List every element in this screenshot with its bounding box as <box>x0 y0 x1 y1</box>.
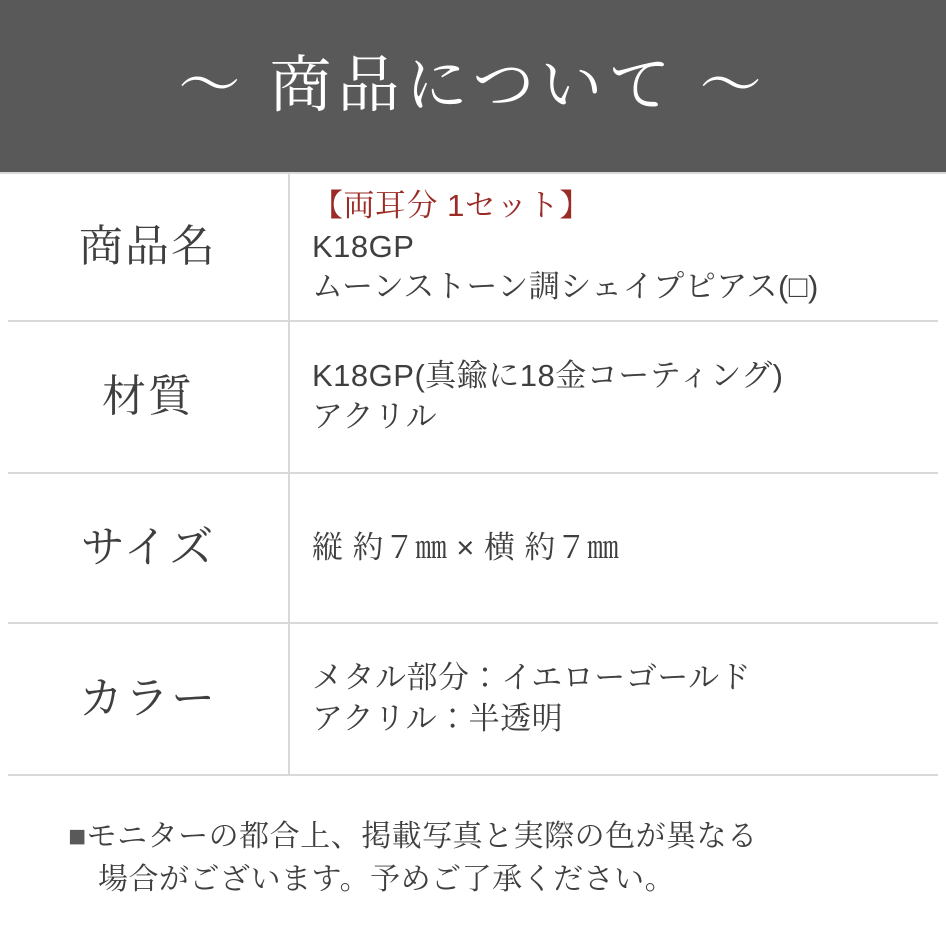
row-value-cell <box>290 624 938 774</box>
row-label-text: 材質 <box>102 371 194 421</box>
bullet-marker: ■ <box>68 819 87 853</box>
page-header-banner <box>0 0 946 172</box>
table-row <box>8 624 938 776</box>
row-label-text: 商品名 <box>79 221 217 271</box>
table-row <box>8 474 938 624</box>
value-line: アクリル <box>312 399 438 434</box>
disclaimer-line-1 <box>68 815 758 859</box>
value-line: アクリル：半透明 <box>312 701 564 736</box>
table-row <box>8 174 938 322</box>
row-label-cell <box>8 474 290 622</box>
value-line: 縦 約７㎜ × 横 約７㎜ <box>312 529 620 565</box>
row-label-cell <box>8 174 290 320</box>
disclaimer-note <box>8 776 938 946</box>
disclaimer-line-1-text: モニターの都合上、掲載写真と実際の色が異なる <box>86 819 758 853</box>
row-label-cell <box>8 624 290 774</box>
value-line: K18GP(真鍮に18金コーティング) <box>312 358 784 394</box>
value-line: 【両耳分 1セット】 <box>312 187 591 223</box>
value-line: K18GP <box>312 228 415 264</box>
row-value-cell <box>290 322 938 472</box>
row-label-text: サイズ <box>80 522 216 572</box>
value-line: メタル部分：イエローゴールド <box>312 660 752 696</box>
table-row <box>8 322 938 474</box>
row-value-cell <box>290 474 938 622</box>
row-label-cell <box>8 322 290 472</box>
page-title: 〜 商品について 〜 <box>178 51 768 120</box>
disclaimer-line-2: 場合がございます。予めご了承ください。 <box>98 863 676 896</box>
row-label-text: カラー <box>79 673 217 723</box>
value-line: ムーンストーン調シェイプピアス(□) <box>312 269 819 305</box>
row-value-cell <box>290 174 938 320</box>
disclaimer-note-body <box>68 815 758 902</box>
spec-table <box>0 172 946 946</box>
